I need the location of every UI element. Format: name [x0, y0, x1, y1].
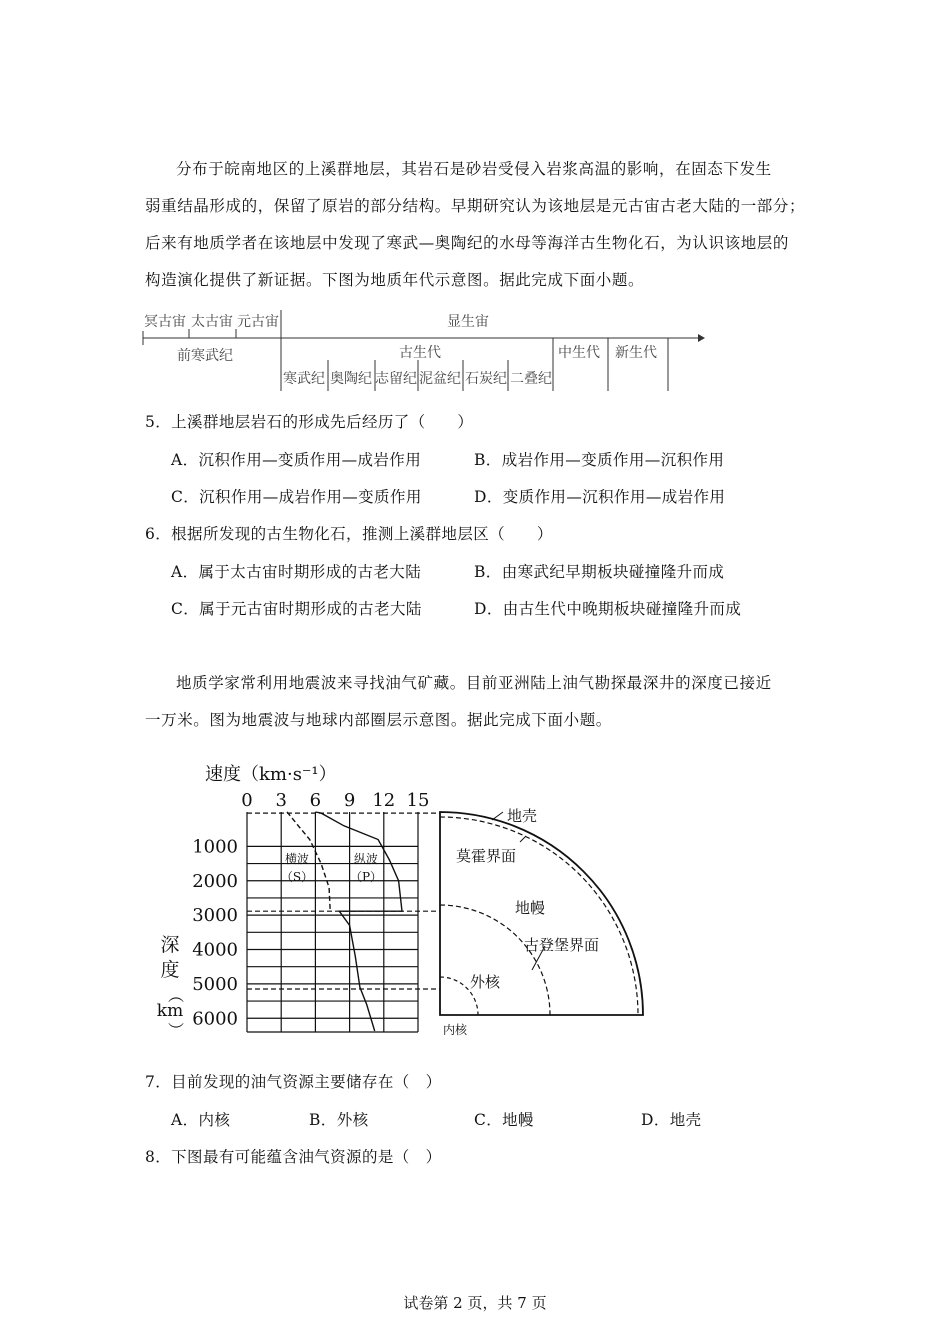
period-carboniferous: 石炭纪: [465, 371, 507, 387]
seismic-wave-chart: [0, 750, 950, 1050]
x-tick-label: 0: [241, 790, 253, 811]
chart-title: 速度（km·s⁻¹）: [205, 764, 337, 785]
layer-crust-label: 地壳: [507, 807, 538, 825]
period-devonian: 泥盆纪: [419, 371, 461, 387]
precambrian-label: 前寒武纪: [177, 348, 233, 364]
p-wave-label: 纵波: [353, 852, 379, 866]
period-ordovician: 奥陶纪: [330, 371, 372, 387]
geologic-timeline: [0, 305, 950, 405]
question-6-option-d[interactable]: D．由古生代中晚期板块碰撞隆升而成: [474, 600, 742, 618]
y-tick-label: 5000: [192, 973, 238, 995]
x-tick-label: 6: [309, 790, 322, 811]
question-5-option-b[interactable]: B．成岩作用—变质作用—沉积作用: [474, 451, 725, 469]
y-tick-label: 1000: [192, 836, 238, 858]
question-7-option-d[interactable]: D．地壳: [641, 1111, 702, 1129]
y-axis-label: [157, 934, 185, 1038]
era-cenozoic: 新生代: [615, 345, 657, 361]
period-permian: 二叠纪: [510, 371, 552, 387]
y-tick-label: 2000: [192, 870, 238, 892]
x-tick-label: 12: [372, 790, 396, 811]
svg-text:km: km: [156, 1001, 184, 1021]
p-wave-line: [315, 812, 402, 1031]
period-cambrian: 寒武纪: [283, 371, 325, 387]
era-paleozoic: 古生代: [399, 345, 441, 361]
layer-inner-core-label: 内核: [443, 1023, 468, 1037]
eon-archean: 太古宙: [191, 314, 233, 330]
period-silurian: 志留纪: [375, 371, 417, 387]
passage-1-line: 后来有地质学者在该地层中发现了寒武—奥陶纪的水母等海洋古生物化石，为认识该地层的: [145, 234, 790, 252]
eon-phanerozoic: 显生宙: [447, 314, 489, 330]
x-tick-label: 15: [406, 790, 430, 811]
y-tick-label: 6000: [192, 1008, 238, 1030]
s-wave-sublabel: （S）: [280, 870, 314, 884]
gutenberg-label: 古登堡界面: [524, 936, 600, 954]
passage-2: [145, 665, 810, 739]
question-5-option-d[interactable]: D．变质作用—沉积作用—成岩作用: [474, 488, 726, 506]
gutenberg-boundary: [440, 905, 550, 1015]
question-6-option-b[interactable]: B．由寒武纪早期板块碰撞隆升而成: [474, 563, 725, 581]
question-7-option-b[interactable]: B．外核: [309, 1111, 369, 1129]
svg-text:（: （: [166, 986, 185, 1004]
question-7-stem: 7．目前发现的油气资源主要储存在（ ）: [145, 1073, 442, 1091]
moho-label: 莫霍界面: [456, 847, 517, 865]
passage-2-line: 一万米。图为地震波与地球内部圈层示意图。据此完成下面小题。: [145, 711, 612, 729]
s-wave-label: 横波: [284, 852, 310, 866]
passage-1: [145, 151, 810, 299]
layer-mantle-label: 地幔: [515, 899, 546, 917]
y-tick-label: 3000: [192, 905, 238, 927]
eon-hadean: 冥古宙: [144, 314, 186, 330]
question-5-stem: 5．上溪群地层岩石的形成先后经历了（ ）: [145, 413, 474, 431]
page-footer: 试卷第 2 页，共 7 页: [403, 1294, 547, 1312]
era-mesozoic: 中生代: [558, 345, 600, 361]
question-6-option-c[interactable]: C．属于元古宙时期形成的古老大陆: [171, 600, 422, 618]
passage-2-line: 地质学家常利用地震波来寻找油气矿藏。目前亚洲陆上油气勘探最深井的深度已接近: [176, 674, 772, 692]
y-tick-label: 4000: [192, 939, 238, 961]
question-7-option-a[interactable]: A．内核: [171, 1111, 231, 1129]
question-5-option-a[interactable]: A．沉积作用—变质作用—成岩作用: [171, 451, 422, 469]
question-5-option-c[interactable]: C．沉积作用—成岩作用—变质作用: [171, 488, 422, 506]
x-tick-label: 9: [343, 790, 356, 811]
question-6-stem: 6．根据所发现的古生物化石，推测上溪群地层区（ ）: [145, 525, 553, 543]
p-wave-sublabel: （P）: [349, 870, 383, 884]
passage-1-line: 分布于皖南地区的上溪群地层，其岩石是砂岩受侵入岩浆高温的影响，在固态下发生: [176, 160, 772, 178]
svg-text:深: 深: [160, 934, 180, 956]
question-8-stem: 8．下图最有可能蕴含油气资源的是（ ）: [145, 1148, 442, 1166]
question-6-option-a[interactable]: A．属于太古宙时期形成的古老大陆: [171, 563, 422, 581]
question-7-option-c[interactable]: C．地幔: [474, 1111, 534, 1129]
layer-outer-core-label: 外核: [470, 973, 501, 991]
eon-proterozoic: 元古宙: [237, 314, 279, 330]
svg-text:度: 度: [160, 959, 180, 981]
passage-1-line: 弱重结晶形成的，保留了原岩的部分结构。早期研究认为该地层是元古宙古老大陆的一部分；: [145, 197, 806, 215]
svg-text:）: ）: [166, 1021, 185, 1039]
passage-1-line: 构造演化提供了新证据。下图为地质年代示意图。据此完成下面小题。: [145, 271, 645, 289]
x-tick-label: 3: [275, 790, 287, 811]
